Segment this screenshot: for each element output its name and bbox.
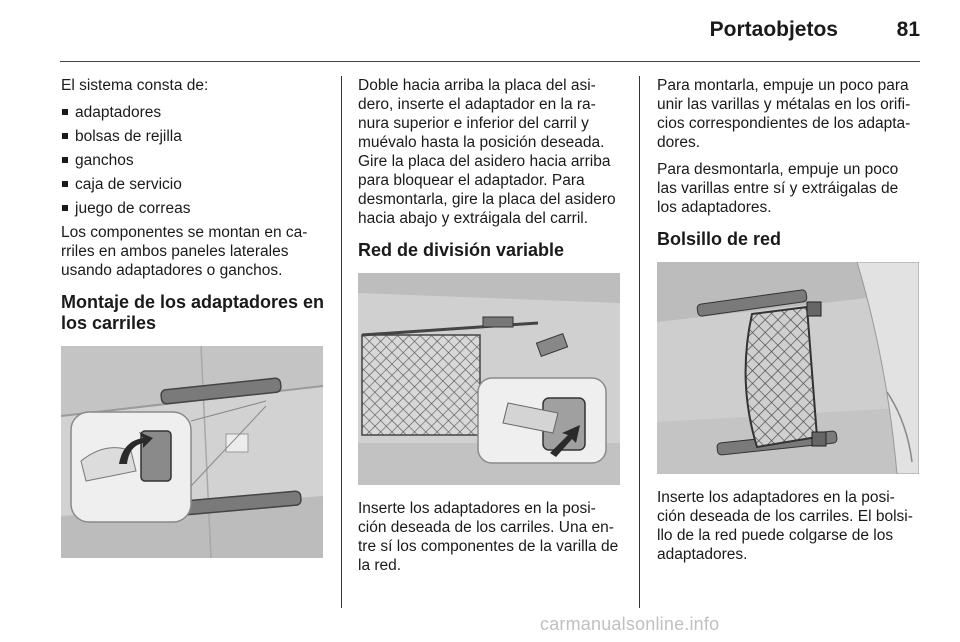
column-1 [61,76,326,572]
list-item: ganchos [61,151,326,170]
body-paragraph: Para desmontarla, empuje un poco las varillas entre sí y extráigalas de los adaptadores. [657,161,899,216]
column-2 [358,76,623,583]
list-item: caja de servicio [61,175,326,194]
body-paragraph: Inserte los adaptadores en la posi-ción deseada de los carriles. Una en-tre sí los componentes de la varilla de la red. [358,500,619,574]
body-paragraph: Los componentes se montan en ca-rriles en ambos paneles laterales usando adaptadores o ganchos. [61,224,308,279]
net-divider-illustration [358,273,620,485]
net-pocket-illustration [657,262,919,474]
list-item: juego de correas [61,199,326,218]
intro-text: El sistema consta de: [61,77,209,94]
section-heading: Bolsillo de red [657,229,782,249]
component-list [61,103,326,218]
column-divider [341,76,342,608]
page-header [0,0,960,62]
column-3 [657,76,922,572]
body-paragraph: Inserte los adaptadores en la posi-ción deseada de los carriles. El bolsi-llo de la red puede colgarse de los adaptadores. [657,489,913,563]
list-item: adaptadores [61,103,326,122]
section-heading: Red de división variable [358,240,565,260]
section-heading: Montaje de los adaptadores en los carriles [61,292,325,333]
body-paragraph: Para montarla, empuje un poco para unir las varillas y métalas en los orifi-cios correspondientes de los adapta-dores. [657,77,911,151]
section-title: Portaobjetos [709,18,838,41]
column-divider [639,76,640,608]
adapter-illustration [61,346,323,558]
page-number: 81 [896,18,920,41]
body-paragraph: Doble hacia arriba la placa del asi-dero, inserte el adaptador en la ra-nura superior e inferior del carril y muévalo hasta la posición deseada. Gire la placa del asidero hacia arriba para bloquear el adaptador. Para desmontarla, gire la placa del asidero hacia abajo y extráigala del carril. [358,77,616,227]
watermark-text: carmanualsonline.info [540,614,720,634]
list-item: bolsas de rejilla [61,127,326,146]
header-divider [60,61,920,62]
